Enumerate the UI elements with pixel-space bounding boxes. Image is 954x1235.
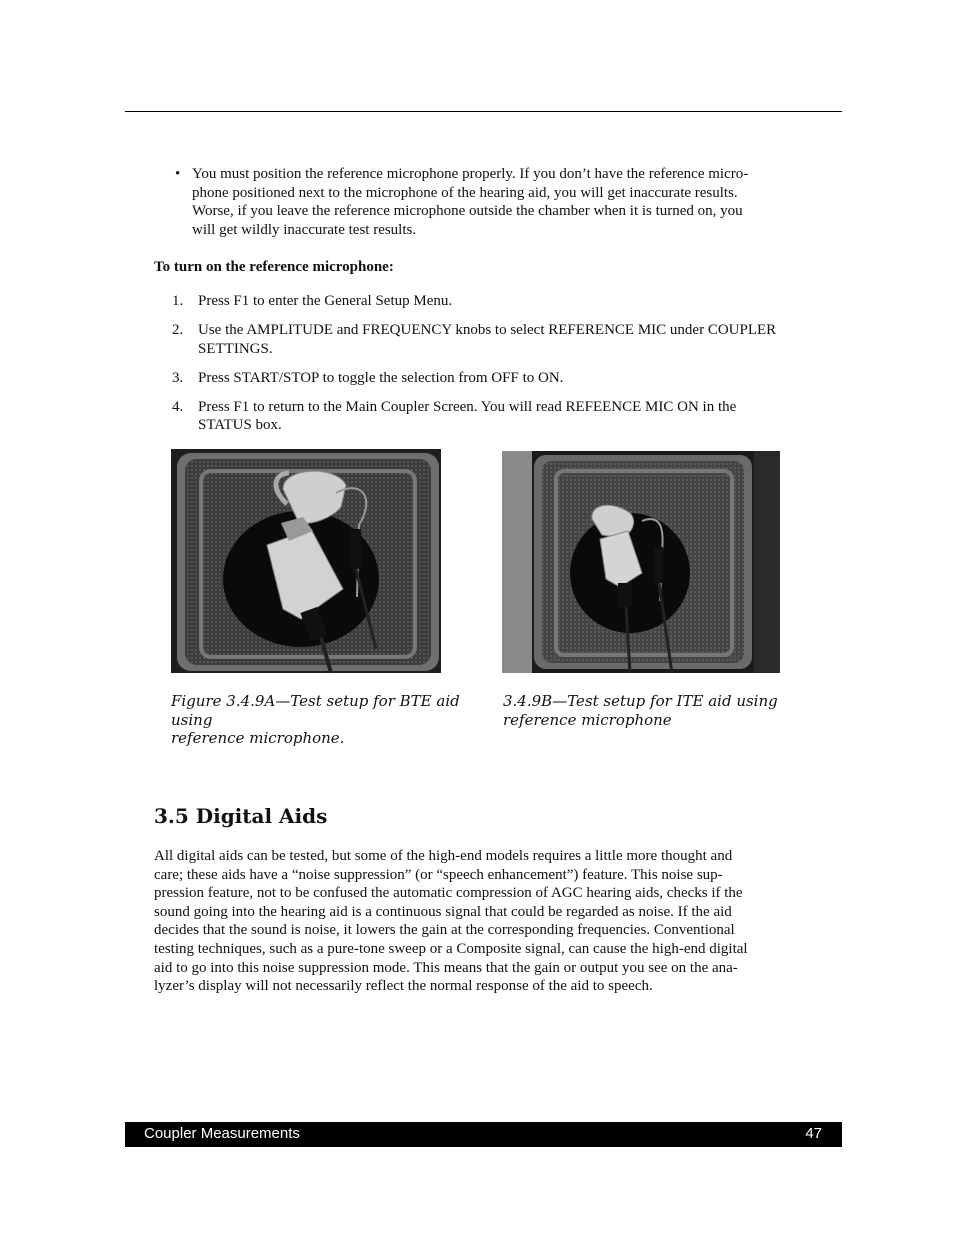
paragraph-line: lyzer’s display will not necessarily reflect the normal response of the aid to speech.	[154, 978, 653, 995]
caption-line: 3.4.9B—Test setup for ITE aid using	[503, 692, 778, 710]
paragraph-line: decides that the sound is noise, it lowers the gain at the corresponding frequencies. Conventional	[154, 922, 735, 939]
paragraph-line: sound going into the hearing aid is a continuous signal that could be regarded as noise. If the aid	[154, 903, 732, 920]
photo-bte-setup	[171, 449, 441, 673]
bullet-line: phone positioned next to the microphone of the hearing aid, you will get inaccurate results.	[192, 184, 738, 201]
paragraph-line: pression feature, not to be confused the automatic compression of AGC hearing aids, checks if the	[154, 885, 743, 902]
step-item	[172, 292, 832, 311]
bullet-line: will get wildly inaccurate test results.	[192, 221, 417, 238]
caption-line: reference microphone	[503, 710, 672, 729]
step-number: 4.	[172, 398, 184, 415]
paragraph-line: aid to go into this noise suppression mode. This means that the gain or output you see on the ana-	[154, 959, 738, 976]
step-line: Press F1 to return to the Main Coupler Screen. You will read REFEENCE MIC ON in the	[198, 398, 737, 415]
page-footer	[125, 1122, 842, 1147]
page-number: 47	[805, 1125, 822, 1142]
step-item	[172, 398, 832, 435]
figure-caption	[503, 692, 803, 729]
bullet-item	[175, 165, 835, 239]
paragraph-line: care; these aids have a “noise suppression” (or “speech enhancement”) feature. This noise sup-	[154, 866, 723, 883]
procedure-heading: To turn on the reference microphone:	[154, 259, 394, 275]
bullet-symbol: •	[175, 166, 181, 182]
section-paragraph	[154, 847, 838, 996]
step-item	[172, 369, 832, 388]
bullet-line: You must position the reference microphone properly. If you don’t have the reference micro-	[192, 166, 749, 182]
section-heading: 3.5 Digital Aids	[154, 804, 328, 828]
step-line: Use the AMPLITUDE and FREQUENCY knobs to select REFERENCE MIC under COUPLER	[198, 322, 777, 339]
procedure-steps	[172, 292, 832, 446]
step-line: STATUS box.	[198, 417, 282, 434]
step-item	[172, 321, 832, 358]
caption-line: Figure 3.4.9A—Test setup for BTE aid using	[171, 692, 460, 729]
step-line: Press F1 to enter the General Setup Menu.	[198, 293, 453, 309]
photo-ite-setup	[502, 451, 780, 673]
figure-caption	[171, 692, 471, 748]
footer-title: Coupler Measurements	[144, 1125, 300, 1142]
step-number: 2.	[172, 322, 184, 339]
bullet-text	[192, 165, 835, 239]
bullet-line: Worse, if you leave the reference microphone outside the chamber when it is turned on, you	[192, 203, 743, 220]
caption-line: reference microphone.	[171, 729, 345, 747]
header-rule	[125, 111, 842, 112]
paragraph-line: All digital aids can be tested, but some of the high-end models requires a little more thought and	[154, 848, 733, 864]
paragraph-line: testing techniques, such as a pure-tone sweep or a Composite signal, can cause the high-end digital	[154, 940, 748, 957]
step-line: SETTINGS.	[198, 340, 273, 357]
step-number: 1.	[172, 293, 184, 309]
step-line: Press START/STOP to toggle the selection from OFF to ON.	[198, 369, 564, 386]
step-number: 3.	[172, 369, 184, 386]
